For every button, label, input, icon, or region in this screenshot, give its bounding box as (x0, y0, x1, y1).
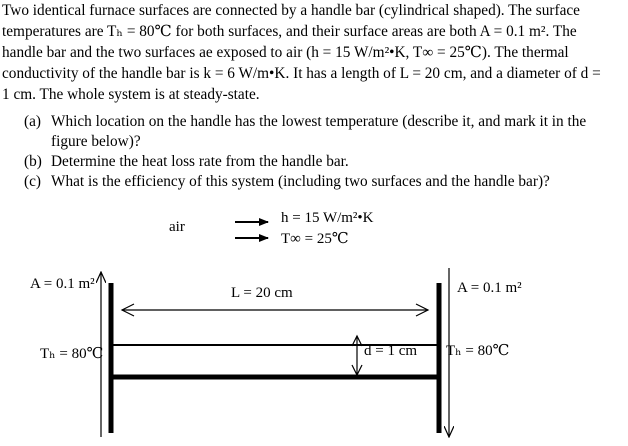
question-a-text: Which location on the handle has the lowest temperature (describe it, and mark it in the figure below)? (51, 113, 587, 150)
air-label: air (169, 219, 185, 235)
right-temp-label: Tₕ = 80℃ (446, 343, 510, 359)
problem-line-3: handle bar and the two surfaces ae exposed to air (h = 15 W/m²•K, T∞ = 25℃). The thermal (2, 44, 569, 61)
left-temp-label: Tₕ = 80℃ (40, 346, 104, 362)
handle-bar-diagram (0, 200, 628, 446)
length-label: L = 20 cm (231, 285, 293, 301)
question-c-text: What is the efficiency of this system (including two surfaces and the handle bar)? (51, 173, 550, 190)
problem-statement (2, 0, 626, 105)
h-label: h = 15 W/m²•K (281, 210, 374, 226)
problem-line-5: 1 cm. The whole system is at steady-state. (2, 86, 260, 103)
right-area-label: A = 0.1 m² (457, 280, 522, 296)
question-list (24, 112, 624, 192)
question-b-text: Determine the heat loss rate from the handle bar. (51, 153, 349, 170)
question-a-label: (a) (24, 113, 41, 130)
question-c-label: (c) (24, 173, 41, 190)
problem-line-2: temperatures are Tₕ = 80℃ for both surfaces, and their surface areas are both A = 0.1 m². The (2, 23, 577, 40)
diameter-label: d = 1 cm (364, 343, 418, 359)
question-a (24, 112, 624, 152)
problem-line-1: Two identical furnace surfaces are connected by a handle bar (cylindrical shaped). The surface (2, 2, 580, 19)
question-b-label: (b) (24, 153, 42, 170)
question-c (24, 172, 624, 192)
tinf-label: T∞ = 25℃ (281, 231, 349, 247)
problem-line-4: conductivity of the handle bar is k = 6 W/m•K. It has a length of L = 20 cm, and a diameter of d = (2, 65, 601, 82)
question-b (24, 152, 624, 172)
left-area-label: A = 0.1 m² (30, 276, 95, 292)
